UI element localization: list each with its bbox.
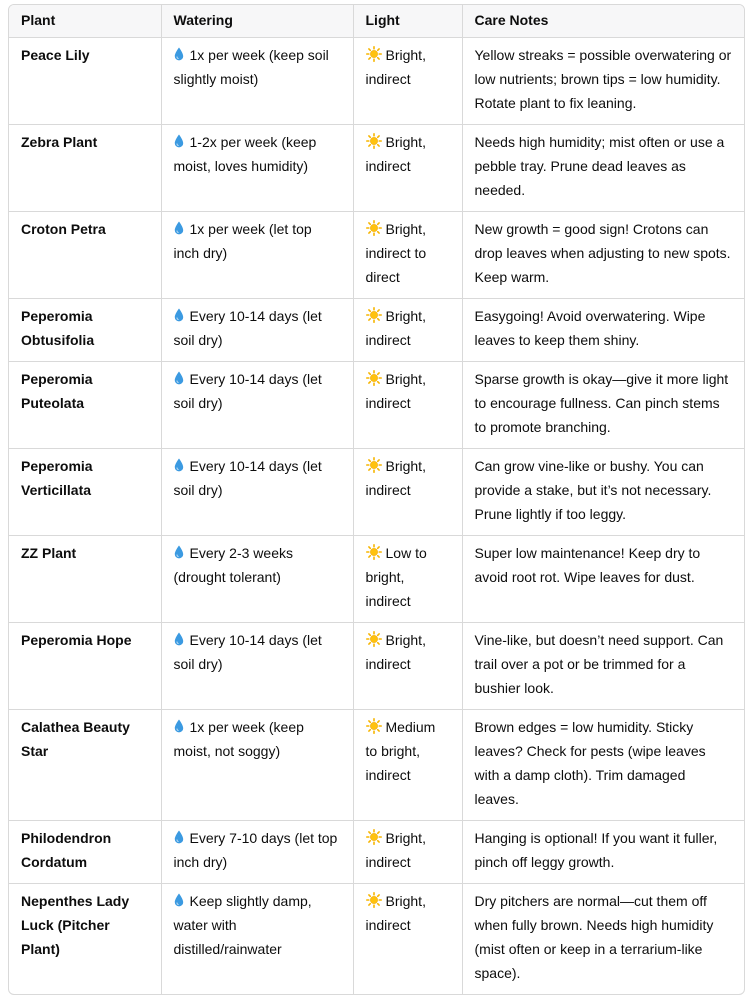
plant-name: Peperomia Puteolata [21,371,93,411]
care-notes-text: Hanging is optional! If you want it fuller, pinch off leggy growth. [474,830,718,870]
water-droplet-icon [174,632,184,646]
plant-name: Zebra Plant [21,134,98,150]
plant-name: Nepenthes Lady Luck (Pitcher Plant) [21,893,130,957]
table-row [9,821,744,884]
light-text: Bright, indirect [365,308,426,348]
light-cell [353,212,462,299]
plant-name-cell [9,884,161,995]
water-droplet-icon [174,371,184,385]
light-text: Bright, indirect [365,830,426,870]
care-notes-text: Sparse growth is okay—give it more light to encourage fullness. Can pinch stems to promote branching. [474,371,729,435]
water-droplet-icon [174,134,184,148]
water-droplet-icon [174,719,184,733]
plant-name-cell [9,821,161,884]
table-row [9,38,744,125]
plant-name: Philodendron Cordatum [21,830,112,870]
watering-cell [161,449,353,536]
plant-name-cell [9,362,161,449]
light-text: Bright, indirect to direct [365,221,427,285]
watering-text: Keep slightly damp, water with distilled/rainwater [173,893,312,957]
sun-icon [366,370,382,386]
light-cell [353,623,462,710]
light-text: Bright, indirect [365,371,426,411]
light-text: Bright, indirect [365,47,426,87]
plant-name: Croton Petra [21,221,106,237]
care-notes-text: Needs high humidity; mist often or use a pebble tray. Prune dead leaves as needed. [474,134,725,198]
care-notes-cell [462,821,744,884]
light-cell [353,299,462,362]
plant-name-cell [9,536,161,623]
table-row [9,449,744,536]
table-row [9,536,744,623]
light-cell [353,710,462,821]
water-droplet-icon [174,545,184,559]
care-notes-cell [462,536,744,623]
plant-name: Peperomia Hope [21,632,132,648]
watering-cell [161,38,353,125]
header-watering: Watering [161,5,353,38]
light-cell [353,821,462,884]
table-row [9,623,744,710]
watering-cell [161,212,353,299]
sun-icon [366,220,382,236]
plant-name-cell [9,299,161,362]
plant-name: Calathea Beauty Star [21,719,130,759]
watering-cell [161,536,353,623]
care-notes-cell [462,623,744,710]
care-notes-text: Easygoing! Avoid overwatering. Wipe leaves to keep them shiny. [474,308,706,348]
header-plant: Plant [9,5,161,38]
care-notes-cell [462,212,744,299]
sun-icon [366,892,382,908]
header-light: Light [353,5,462,38]
care-notes-text: Dry pitchers are normal—cut them off when fully brown. Needs high humidity (mist often or keep in a terrarium-like space). [474,893,714,981]
plant-care-table [9,5,744,994]
watering-text: 1x per week (let top inch dry) [173,221,312,261]
sun-icon [366,457,382,473]
care-notes-cell [462,362,744,449]
watering-text: Every 10-14 days (let soil dry) [173,458,322,498]
light-cell [353,449,462,536]
care-notes-cell [462,125,744,212]
plant-name-cell [9,623,161,710]
sun-icon [366,544,382,560]
care-notes-cell [462,299,744,362]
table-row [9,125,744,212]
watering-text: Every 10-14 days (let soil dry) [173,371,322,411]
header-care-notes: Care Notes [462,5,744,38]
water-droplet-icon [174,830,184,844]
watering-text: Every 10-14 days (let soil dry) [173,632,322,672]
light-cell [353,38,462,125]
table-row [9,710,744,821]
watering-text: Every 7-10 days (let top inch dry) [173,830,338,870]
care-notes-cell [462,449,744,536]
watering-cell [161,299,353,362]
care-notes-text: New growth = good sign! Crotons can drop leaves when adjusting to new spots. Keep warm. [474,221,731,285]
table-row [9,212,744,299]
plant-name: ZZ Plant [21,545,77,561]
care-notes-text: Brown edges = low humidity. Sticky leaves? Check for pests (wipe leaves with a damp cloth). Trim damaged leaves. [474,719,706,807]
care-notes-text: Super low maintenance! Keep dry to avoid root rot. Wipe leaves for dust. [474,545,701,585]
light-text: Bright, indirect [365,893,426,933]
light-text: Bright, indirect [365,632,426,672]
water-droplet-icon [174,893,184,907]
care-notes-cell [462,884,744,995]
plant-name: Peperomia Obtusifolia [21,308,95,348]
light-text: Bright, indirect [365,134,426,174]
watering-cell [161,362,353,449]
watering-cell [161,821,353,884]
light-cell [353,536,462,623]
light-text: Medium to bright, indirect [365,719,436,783]
care-notes-text: Can grow vine-like or bushy. You can provide a stake, but it’s not necessary. Prune lightly if too leggy. [474,458,712,522]
sun-icon [366,133,382,149]
table-header-row [9,5,744,38]
plant-name-cell [9,449,161,536]
sun-icon [366,307,382,323]
sun-icon [366,829,382,845]
plant-care-table-container [8,4,745,995]
light-cell [353,362,462,449]
watering-cell [161,125,353,212]
table-row [9,362,744,449]
light-cell [353,125,462,212]
table-row [9,299,744,362]
plant-name-cell [9,38,161,125]
plant-name-cell [9,212,161,299]
plant-name: Peace Lily [21,47,90,63]
watering-text: 1x per week (keep moist, not soggy) [173,719,304,759]
watering-text: 1x per week (keep soil slightly moist) [173,47,329,87]
plant-name: Peperomia Verticillata [21,458,93,498]
watering-text: Every 2-3 weeks (drought tolerant) [173,545,293,585]
watering-cell [161,884,353,995]
sun-icon [366,631,382,647]
care-notes-text: Vine-like, but doesn’t need support. Can trail over a pot or be trimmed for a bushier look. [474,632,724,696]
plant-name-cell [9,710,161,821]
water-droplet-icon [174,221,184,235]
water-droplet-icon [174,458,184,472]
watering-cell [161,710,353,821]
sun-icon [366,46,382,62]
care-notes-cell [462,38,744,125]
light-text: Low to bright, indirect [365,545,427,609]
light-cell [353,884,462,995]
care-notes-text: Yellow streaks = possible overwatering or low nutrients; brown tips = low humidity. Rotate plant to fix leaning. [474,47,732,111]
watering-text: Every 10-14 days (let soil dry) [173,308,322,348]
table-row [9,884,744,995]
water-droplet-icon [174,308,184,322]
sun-icon [366,718,382,734]
plant-name-cell [9,125,161,212]
light-text: Bright, indirect [365,458,426,498]
water-droplet-icon [174,47,184,61]
watering-text: 1-2x per week (keep moist, loves humidity) [173,134,317,174]
care-notes-cell [462,710,744,821]
watering-cell [161,623,353,710]
